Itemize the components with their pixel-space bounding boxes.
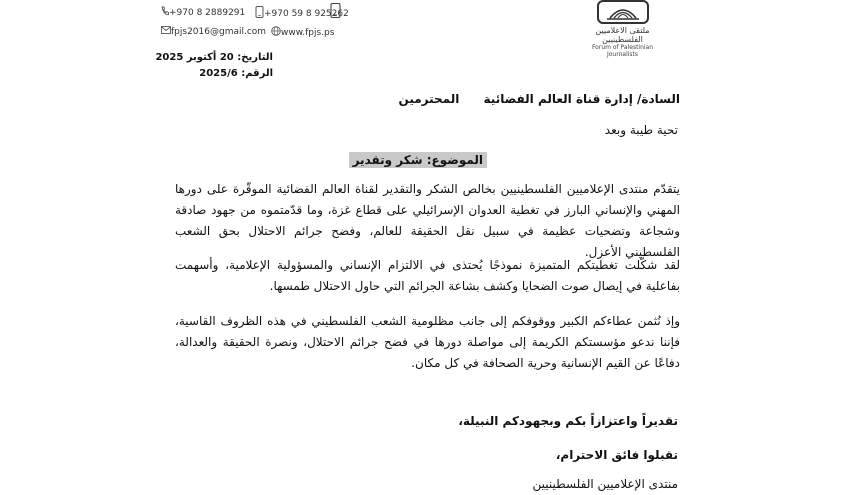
signature: منتدى الإعلاميين الفلسطينيين [532,477,678,491]
addressee-line [399,92,680,106]
greeting: تحية طيبة وبعد [604,123,678,137]
forum-logo [585,0,660,58]
logo-english-name: Forum of Palestinian Journalists [591,44,654,58]
logo-arabic-name: ملتقى الاعلاميين الفلسطينيين [595,26,650,44]
phone-1-text: +970 8 2889291 [169,8,246,18]
email [158,26,266,37]
reference-value: 2025/6 [199,68,238,79]
email-text: fpjs2016@gmail.com [171,27,267,37]
logo-emblem-icon [590,0,656,26]
paragraph-3: وإذ نُثمن عطاءكم الكبير ووقوفكم إلى جانب مظلومية الشعب الفلسطيني في هذه الظروف القاسية، فإننا ندعو مؤسستكم الكريمة إلى مواصلة دورها في فضح جرائم الاحتلال، ونصرة الحقيقة والعدالة، دفاعًا عن القيم الإنسانية وحرية الصحافة في كل مكان. [175,314,680,370]
website-text: www.fpjs.ps [281,28,335,38]
paragraph-1: يتقدّم منتدى الإعلاميين الفلسطينيين بخالص الشكر والتقدير لقناة العالم الفضائية الموقّرة على دورها المهني والإنساني البارز في تغطية العدوان الإسرائيلي على قطاع غزة، وما قدّمتموه من جهود صادقة وشجاعة وتضحيات عظيمة في سبيل نقل الحقيقة للعالم، وفضح جرائم الاحتلال بحق الشعب الفلسطيني الأعزل. [175,182,680,259]
subject: الموضوع: شكر وتقدير [349,152,487,168]
closing-gratitude: تقديراً واعتزازاً بكم وبجهودكم النبيلة، [458,414,678,428]
date-value: 20 أكتوبر 2025 [155,52,234,63]
phone-1 [158,6,245,19]
paragraph-2: لقد شكّلت تغطيتكم المتميزة نموذجًا يُحتذى في الالتزام الإنساني والمسؤولية الإعلامية، وأسهمت بفاعلية في إيصال صوت الضحايا وكشف بشاعة الجرائم التي حاول الاحتلال طمسها. [175,258,680,293]
date-label: التاريخ: [237,52,273,63]
addressee: السادة/ إدارة قناة العالم الفضائية [483,92,680,106]
email-icon [161,26,171,37]
date-line [155,52,273,63]
website [268,26,334,39]
honorific: المحترمين [398,92,460,106]
mobile-device-icon [330,3,341,22]
reference-label: الرقم: [241,68,273,79]
closing-respect: تقبلوا فائق الاحترام، [555,448,678,462]
phone-icon [161,6,169,19]
phone-2-text: +970 59 8 925262 [264,9,349,19]
mobile-icon [255,6,264,21]
reference-line [199,68,273,79]
globe-icon [271,26,281,39]
